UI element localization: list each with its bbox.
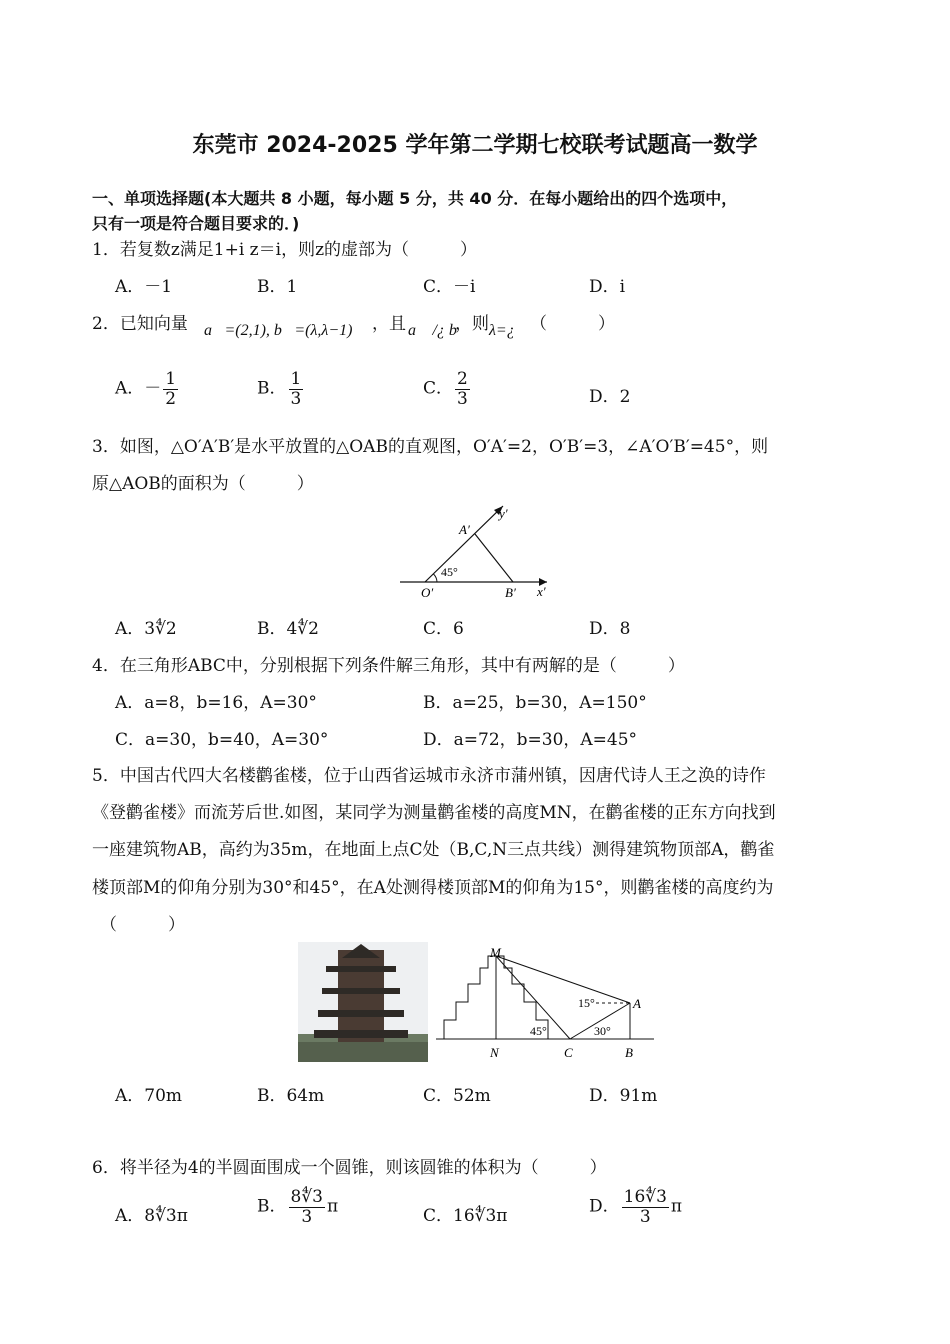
q5-tower-measurement-figure [436,946,656,1062]
q6-option-d: D． $\frac{16∜3}{3}$ π [589,1187,683,1227]
angle-30: 30° [594,1024,611,1038]
label-y-prime: y′ [499,506,508,521]
q3-stem-line1: 3．如图，△O′A′B′是水平放置的△OAB的直观图，O′A′=2，O′B′=3，∠A′O′B′=45°，则 [92,437,769,457]
q2-stem-b: ，且 [372,314,406,334]
q3-stem-line2: 原△AOB的面积为（ ） [92,474,314,494]
q2-option-a: A．－ $\frac{1}{2}$ [115,369,177,409]
segment-m-a [496,956,630,1003]
y-prime-axis [425,506,503,582]
angle-label: 45° [441,565,458,579]
segment-a-b [475,534,513,582]
q5-option-c: C．52m [423,1086,491,1106]
q5-option-b: B．64m [257,1086,325,1106]
q2-option-d: D．2 [589,387,631,407]
q5-option-a: A．70m [115,1086,183,1106]
q5-line2: 《登鹳雀楼》而流芳后世.如图，某同学为测量鹳雀楼的高度MN，在鹳雀楼的正东方向找到 [92,803,776,823]
label-x-prime: x′ [537,584,546,599]
q1-option-b: B．1 [257,277,298,297]
q5-line5: （ ） [100,915,185,935]
tower-photo [298,942,428,1062]
q2-stem-c: ，则 [455,314,489,334]
q2-vector-expression: a⃗=(2,1), b⃗=(λ,λ−1) [204,322,353,339]
q5-line4: 楼顶部M的仰角分别为30°和45°，在A处测得楼顶部M的仰角为15°，则鹳雀楼的高度约为 [92,878,774,898]
q6-stem: 6．将半径为4的半圆面围成一个圆锥，则该圆锥的体积为（ ） [92,1158,607,1178]
q1-option-a: A．－1 [115,277,173,297]
q3-option-d: D．8 [589,619,631,639]
q6-option-c: C．16∜3π [423,1206,508,1226]
q3-option-b: B．4∜2 [257,619,319,639]
q2-option-c: C． $\frac{2}{3}$ [423,369,468,409]
q2-lambda-expression: λ=¿ [489,322,515,339]
tower-outline-left [444,956,496,1039]
angle-15: 15° [578,996,595,1010]
label-a: A [633,996,641,1011]
q3-option-a: A．3∜2 [115,619,177,639]
q5-line1: 5．中国古代四大名楼鹳雀楼，位于山西省运城市永济市蒲州镇，因唐代诗人王之涣的诗作 [92,766,766,786]
section-heading-line2: 只有一项是符合题目要求的．) [92,214,300,233]
q6-option-a: A．8∜3π [115,1206,188,1226]
q3-option-c: C．6 [423,619,464,639]
q4-option-d: D．a=72，b=30，A=45° [423,730,638,750]
label-n: N [490,1045,499,1060]
q1-option-c: C．－i [423,277,476,297]
q2-option-b: B． $\frac{1}{3}$ [257,369,302,409]
section-heading-line1: 一、单项选择题(本大题共 8 小题，每小题 5 分，共 40 分．在每小题给出的四个选项中， [92,189,738,208]
label-a-prime: A′ [459,522,470,537]
q1-option-d: D．i [589,277,626,297]
q2-stem-d: （ ） [530,314,615,334]
q4-option-c: C．a=30，b=40，A=30° [115,730,329,750]
q4-option-b: B．a=25，b=30，A=150° [423,693,647,713]
label-o-prime: O′ [421,585,434,600]
q1-stem: 1．若复数z满足1+i z＝i，则z的虚部为（ ） [92,240,478,260]
label-b-prime: B′ [505,585,516,600]
q3-oblique-triangle-figure [395,500,555,600]
q2-parallel-condition: a⃗ /¿ b⃗ [408,322,470,339]
label-b: B [625,1045,633,1060]
q6-option-b: B． $\frac{8∜3}{3}$ π [257,1187,339,1227]
label-c: C [564,1045,573,1060]
q5-line3: 一座建筑物AB，高约为35m，在地面上点C处（B,C,N三点共线）测得建筑物顶部A，鹳雀 [92,840,775,860]
q4-option-a: A．a=8，b=16，A=30° [115,693,317,713]
q4-stem: 4．在三角形ABC中，分别根据下列条件解三角形，其中有两解的是（ ） [92,656,685,676]
angle-arc [434,574,438,582]
q5-option-d: D．91m [589,1086,658,1106]
label-m: M [490,946,501,960]
q2-stem-a: 2．已知向量 [92,314,188,334]
page-title: 东莞市 2024-2025 学年第二学期七校联考试题高一数学 [192,133,758,158]
angle-45: 45° [530,1024,547,1038]
